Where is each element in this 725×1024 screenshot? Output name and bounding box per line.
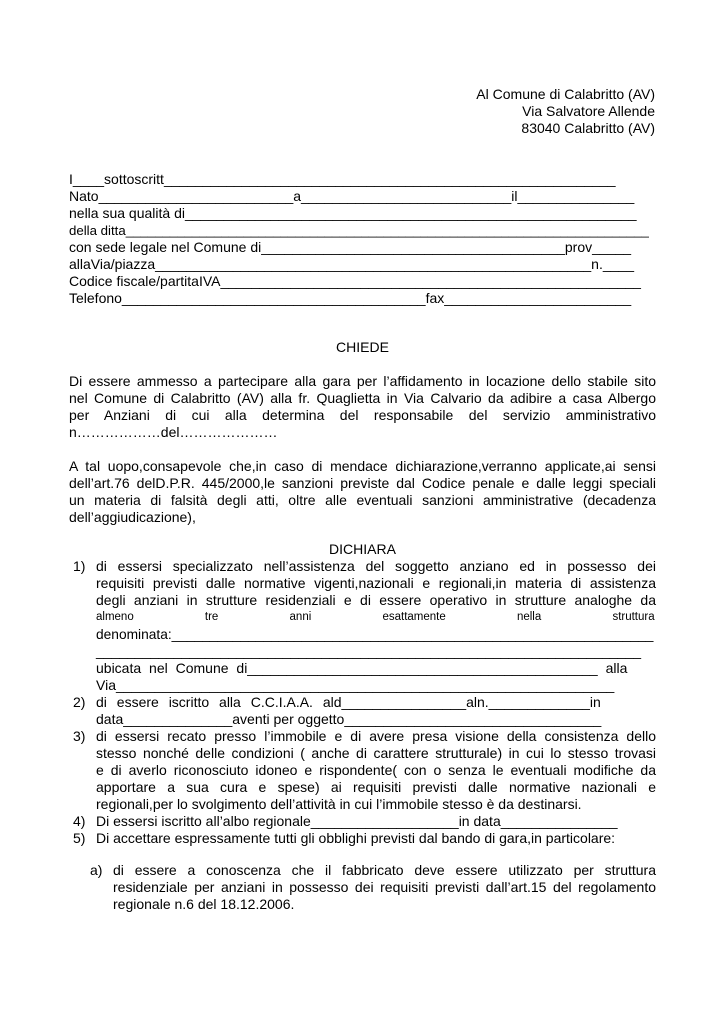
item-1-line-4: almeno tre anni esattamente nella struttura [96,611,655,623]
field-codice-fiscale: Codice fiscale/partitaIVA______________________________________________________ [69,273,641,289]
field-sede-legale: con sede legale nel Comune di_______________________________________prov_____ [69,239,632,255]
item-2-line-2: data______________aventi per oggetto_________________________________ [96,711,602,727]
field-nato: Nato_________________________a___________________________il_______________ [69,188,635,204]
item-1-line-1: di essersi specializzato nell’assistenza del soggetto anziano ed in possesso dei [96,558,656,574]
subitem-a-letter: a) [90,862,103,878]
item-1-line-5: denominata:_______________________________________________________________ [96,627,654,642]
request-line-2: nel Comune di Calabritto (AV) alla fr. Quaglietta in Via Calvario da adibire a casa Albergo [69,390,656,406]
item-2-line-1: di essere iscritto alla C.C.I.A.A. ald________________aln._____________in [96,694,601,710]
item-3-line-3: e di averlo riconosciuto idoneo e rispondente( con o senza le eventuali modifiche da [96,762,656,778]
item-1-line-6: ______________________________________________________________________ [96,643,642,659]
recipient-line-1: Al Comune di Calabritto (AV) [476,86,655,102]
request-line-4: n………………del………………… [69,424,278,440]
item-4-number: 4) [73,813,86,829]
field-telefono-fax: Telefono_______________________________________fax________________________ [69,290,632,306]
item-3-line-1: di essersi recato presso l’immobile e di avere presa visione della consistenza dello [96,728,656,744]
subitem-a-line-2: residenziale per anziani in possesso dei requisiti previsti dall’art.15 del regolamento [113,879,656,895]
consent-line-1: A tal uopo,consapevole che,in caso di mendace dichiarazione,verranno applicate,ai sensi [69,458,656,474]
item-1-line-2: requisiti previsti dalle normative vigenti,nazionali e regionali,in materia di assistenza [96,575,656,591]
request-line-1: Di essere ammesso a partecipare alla gara per l’affidamento in locazione dello stabile sito [69,373,656,389]
consent-line-4: dell’aggiudicazione), [69,509,196,525]
field-sottoscritto: I____sottoscritt__________________________________________________________ [69,171,616,187]
consent-line-3: un materia di falsità degli atti, oltre alle eventuali sanzioni amministrative (decadenza [69,492,656,508]
item-3-line-4: apportare a sua cura e spese) ai requisiti previsti dalle normative nazionali e [96,779,656,795]
recipient-line-3: 83040 Calabritto (AV) [521,120,655,136]
item-3-number: 3) [73,728,86,744]
field-via-piazza: allaVia/piazza________________________________________________________n.____ [69,256,634,272]
item-2-number: 2) [73,694,86,710]
item-1-line-3: degli anziani in strutture residenziali e di essere operativo in strutture analoghe da [96,592,656,608]
field-ditta: della ditta_______________________________________________________________________ [69,223,649,238]
item-4-text: Di essersi iscritto all’albo regionale___________________in data_______________ [96,813,618,829]
subitem-a-line-3: regionale n.6 del 18.12.2006. [113,896,295,912]
item-1-line-7: ubicata nel Comune di_____________________________________________ alla [96,660,628,676]
field-qualita: nella sua qualità di__________________________________________________________ [69,205,637,221]
item-5-text: Di accettare espressamente tutti gli obblighi previsti dal bando di gara,in particolare: [96,830,616,846]
request-line-3: per Anziani di cui alla determina del responsabile del servizio amministrativo [69,407,656,423]
consent-line-2: dell’art.76 delD.P.R. 445/2000,le sanzioni previste dal Codice penale e dalle leggi speciali [69,475,656,491]
item-3-line-5: regionali,per lo svolgimento dell’attività in cui l’immobile stesso è da destinarsi. [96,796,582,812]
item-1-line-8: Via________________________________________________________________ [96,677,615,693]
item-5-number: 5) [73,830,86,846]
subitem-a-line-1: di essere a conoscenza che il fabbricato deve essere utilizzato per struttura [113,862,656,878]
heading-dichiara: DICHIARA [329,541,396,557]
item-1-number: 1) [73,558,86,574]
heading-chiede: CHIEDE [336,339,389,355]
item-3-line-2: stesso nonché delle condizioni ( anche di carattere strutturale) in cui lo stesso trovasi [96,745,656,761]
recipient-line-2: Via Salvatore Allende [522,103,655,119]
